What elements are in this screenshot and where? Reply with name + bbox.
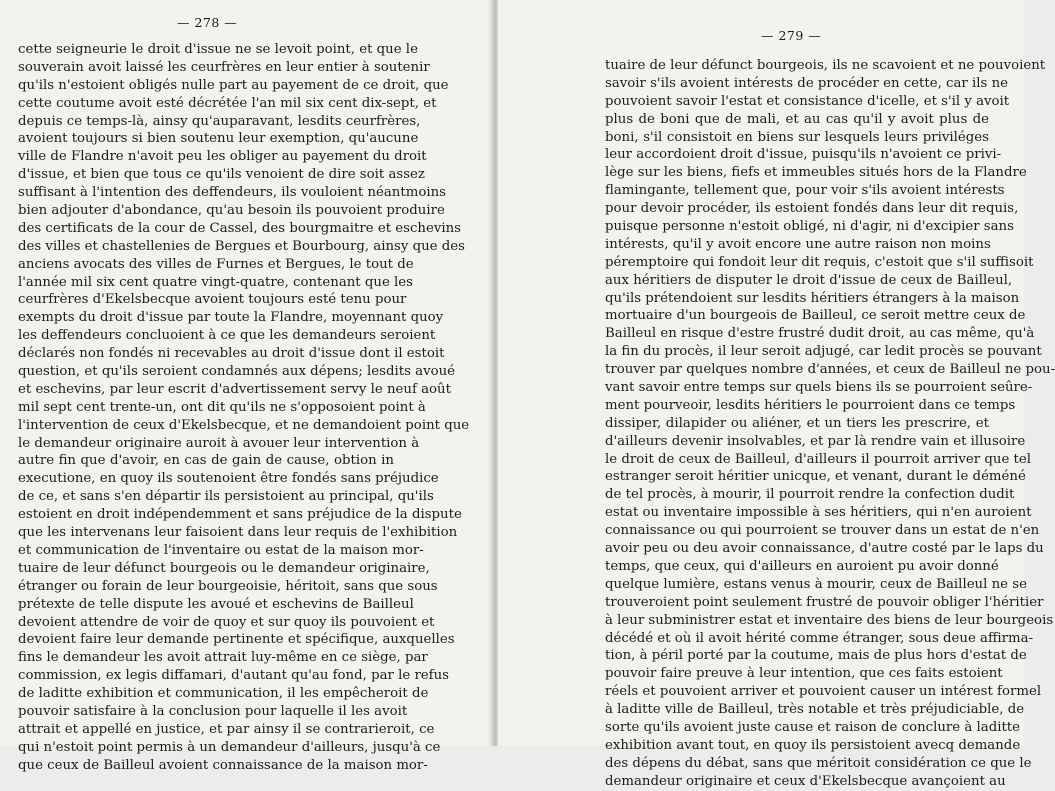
- text-line: des certificats de la cour de Cassel, des bourgmaitre et eschevins: [18, 220, 462, 236]
- text-line: fins le demandeur les avoit attrait luy-même en ce siège, par: [18, 650, 428, 666]
- text-line: pouvoir satisfaire à la conclusion pour laquelle il les avoit: [18, 703, 408, 719]
- text-line: trouveroient point seulement frustré de pouvoir obliger l'héritier: [605, 594, 1044, 610]
- text-line: devoient faire leur demande pertinente et spécifique, auxquelles: [18, 632, 455, 648]
- text-line: qu'ils n'estoient obligés nulle part au payement de ce droit, que: [18, 77, 449, 93]
- left-page-text: [18, 41, 470, 775]
- text-line: savoir s'ils avoient intérests de procéder en cette, car ils ne: [605, 75, 1009, 91]
- text-line: déclarés non fondés ni recevables au droit d'issue dont il estoit: [18, 346, 445, 362]
- text-line: de tel procès, à mourir, il pourroit rendre la confection dudit: [605, 487, 1015, 503]
- text-line: plus de boni que de mali, et au cas qu'il y avoit plus de: [605, 111, 989, 127]
- text-line: estoient en droit indépendemment et sans préjudice de la dispute: [18, 507, 462, 523]
- text-line: des dépens du débat, sans que méritoit considération ce que le: [605, 755, 1032, 771]
- text-line: qu'ils prétendoient sur lesdits héritiers étrangers à la maison: [605, 290, 1020, 306]
- text-line: flamingante, tellement que, pour voir s'ils avoient intérests: [605, 183, 1005, 199]
- text-line: trouver par quelques nombre d'années, et ceux de Bailleul ne pou-: [605, 362, 1055, 378]
- text-line: exempts du droit d'issue par toute la Flandre, moyennant quoy: [18, 310, 444, 326]
- text-line: bien adjouter d'abondance, qu'au besoin ils pouvoient produire: [18, 203, 445, 219]
- text-line: à laditte ville de Bailleul, très notable et très préjudiciable, de: [605, 702, 1025, 718]
- text-line: sorte qu'ils avoient juste cause et raison de conclure à laditte: [605, 719, 1021, 735]
- text-line: aux héritiers de disputer le droit d'issue de ceux de Bailleul,: [605, 272, 1013, 288]
- text-line: dissiper, dilapider ou aliéner, et un tiers les prescrire, et: [605, 415, 989, 431]
- text-line: étranger ou forain de leur bourgeoisie, héritoit, sans que sous: [18, 578, 438, 594]
- text-line: ment pourveoir, lesdits héritiers le pourroient dans ce temps: [605, 397, 1016, 413]
- text-line: le droit de ceux de Bailleul, d'ailleurs il pourroit arriver que tel: [605, 451, 1032, 467]
- text-line: décédé et où il avoit hérité comme étranger, sous deue affirma-: [605, 630, 1034, 646]
- text-line: vant savoir entre temps sur quels biens ils se pourroient seûre-: [605, 380, 1033, 396]
- text-line: prétexte de telle dispute les avoué et eschevins de Bailleul: [18, 596, 414, 612]
- text-line: avoient toujours si bien soutenu leur exemption, qu'aucune: [18, 131, 419, 147]
- text-line: quelque lumière, estans venus à mourir, ceux de Bailleul ne se: [605, 576, 1027, 592]
- text-line: souverain avoit laissé les ceurfrères en leur entier à soutenir: [18, 59, 430, 75]
- text-line: avoir peu ou deu avoir connaissance, d'autre costé par le laps du: [605, 541, 1044, 557]
- text-line: et communication de l'inventaire ou estat de la maison mor-: [18, 542, 424, 558]
- text-line: d'issue, et bien que tous ce qu'ils venoient de dire soit assez: [18, 167, 425, 183]
- text-line: d'ailleurs devenir insolvables, et par là rendre vain et illusoire: [605, 433, 1026, 449]
- text-line: l'année mil six cent quatre vingt-quatre, contenant que les: [18, 274, 413, 290]
- text-line: tion, à péril porté par la coutume, mais de plus hors d'estat de: [605, 648, 1027, 664]
- text-line: Bailleul en risque d'estre frustré dudit droit, au cas même, qu'à: [605, 326, 1035, 342]
- text-line: suffisant à l'intention des deffendeurs, ils vouloient néantmoins: [18, 185, 446, 201]
- page-number-right: — 279 —: [761, 28, 822, 43]
- text-line: de ce, et sans s'en départir ils persistoient au principal, qu'ils: [18, 489, 434, 505]
- text-line: de laditte exhibition et communication, il les empêcheroit de: [18, 686, 429, 702]
- text-line: la fin du procès, il leur seroit adjugé, car ledit procès se pouvant: [605, 344, 1042, 360]
- text-line: pour devoir procéder, ils estoient fondés dans leur dit requis,: [605, 201, 1019, 217]
- text-line: l'intervention de ceux d'Ekelsbecque, et ne demandoient point que: [18, 417, 470, 433]
- right-page-text: [605, 57, 1055, 791]
- text-line: depuis ce temps-là, ainsy qu'auparavant, lesdits ceurfrères,: [18, 113, 421, 129]
- text-line: estranger seroit héritier unicque, et venant, durant le déméné: [605, 469, 1026, 485]
- text-line: péremptoire qui fondoit leur dit requis, c'estoit que s'il suffisoit: [605, 254, 1034, 270]
- text-line: des villes et chastellenies de Bergues et Bourbourg, ainsy que des: [18, 238, 465, 254]
- left-page: [0, 0, 494, 773]
- text-line: tuaire de leur défunct bourgeois, ils ne scavoient et ne pouvoient: [605, 58, 1046, 73]
- text-line: et eschevins, par leur escrit d'advertissement servy le neuf août: [18, 381, 451, 397]
- text-line: pouvoir faire preuve à leur intention, que ces faits estoient: [605, 666, 1003, 682]
- text-line: temps, que ceux, qui d'ailleurs en auroient pu avoir donné: [605, 558, 999, 574]
- text-line: les deffendeurs concluoient à ce que les demandeurs seroient: [18, 328, 436, 344]
- text-line: cette seigneurie le droit d'issue ne se levoit point, et que le: [18, 42, 418, 57]
- text-line: mil sept cent trente-un, ont dit qu'ils ne s'opposoient point à: [18, 399, 426, 415]
- text-line: cette coutume avoit esté décrétée l'an mil six cent dix-sept, et: [18, 95, 437, 111]
- page-number-left: — 278 —: [177, 15, 238, 30]
- text-line: attrait et appellé en justice, et par ainsy il se contrarieroit, ce: [18, 721, 435, 737]
- text-line: à leur subministrer estat et inventaire des biens de leur bourgeois: [605, 612, 1054, 628]
- text-line: boni, s'il consistoit en biens sur lesquels leurs priviléges: [605, 129, 989, 145]
- text-line: tuaire de leur défunct bourgeois ou le demandeur originaire,: [18, 560, 430, 576]
- text-line: que ceux de Bailleul avoient connaissance de la maison mor-: [18, 757, 428, 773]
- text-line: ville de Flandre n'avoit peu les obliger au payement du droit: [18, 149, 427, 165]
- text-line: devoient attendre de voir de quoy et sur quoy ils pouvoient et: [18, 614, 435, 630]
- right-page: [498, 0, 1055, 789]
- text-line: lège sur les biens, fiefs et immeubles situés hors de la Flandre: [605, 165, 1027, 181]
- text-line: demandeur originaire et ceux d'Ekelsbecque avançoient au: [605, 773, 1006, 789]
- text-line: mortuaire d'un bourgeois de Bailleul, ce seroit mettre ceux de: [605, 308, 1026, 324]
- text-line: intérests, qu'il y avoit encore une autre raison non moins: [605, 236, 991, 252]
- text-line: le demandeur originaire auroit à avouer leur intervention à: [18, 435, 420, 451]
- text-line: leur accordoient droit d'issue, puisqu'ils n'avoient ce privi-: [605, 147, 1002, 163]
- text-line: réels et pouvoient arriver et pouvoient causer un intérest formel: [605, 684, 1042, 700]
- text-line: commission, ex legis diffamari, d'autant qu'au fond, par le refus: [18, 668, 449, 684]
- text-line: qui n'estoit point permis à un demandeur d'ailleurs, jusqu'à ce: [18, 739, 441, 755]
- text-line: ceurfrères d'Ekelsbecque avoient toujours esté tenu pour: [18, 292, 407, 308]
- text-line: connaissance ou qui pourroient se trouver dans un estat de n'en: [605, 523, 1040, 539]
- text-line: question, et qu'ils seroient condamnés aux dépens; lesdits avoué: [18, 364, 456, 380]
- text-line: anciens avocats des villes de Furnes et Bergues, le tout de: [18, 256, 414, 272]
- text-line: autre fin que d'avoir, en cas de gain de cause, obtion in: [18, 453, 394, 469]
- text-line: que les intervenans leur faisoient dans leur requis de l'exhibition: [18, 525, 458, 541]
- text-line: executione, en quoy ils soutenoient être fondés sans préjudice: [18, 471, 439, 487]
- text-line: exhibition avant tout, en quoy ils persistoient avecq demande: [605, 737, 1021, 753]
- text-line: pouvoient savoir l'estat et consistance d'icelle, et s'il y avoit: [605, 93, 1010, 109]
- text-line: puisque personne n'estoit obligé, ni d'agir, ni d'excipier sans: [605, 219, 1014, 235]
- text-line: estat ou inventaire impossible à ses héritiers, qui n'en auroient: [605, 505, 1032, 521]
